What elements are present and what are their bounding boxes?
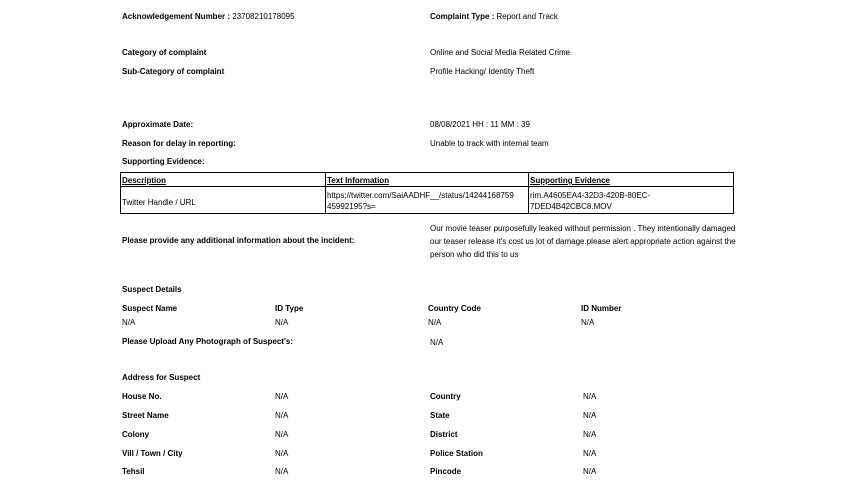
address-label-house-no: House No. [122, 392, 162, 401]
suspect-photo-label: Please Upload Any Photograph of Suspect's: [122, 337, 293, 346]
id-number-value: N/A [581, 318, 595, 327]
category-value: Online and Social Media Related Crime [430, 48, 571, 57]
supporting-evidence-label: Supporting Evidence: [122, 157, 205, 166]
id-type-header: ID Type [275, 304, 304, 313]
acknowledgement-label: Acknowledgement Number : [122, 12, 231, 21]
country-code-value: N/A [428, 318, 442, 327]
address-label-pincode: Pincode [430, 467, 462, 476]
evidence-header-description: Description [122, 176, 167, 185]
country-code-header: Country Code [428, 304, 481, 313]
evidence-table-col-divider [325, 173, 326, 213]
evidence-file-line1[interactable]: rim.A4605EA4-32D3-420B-80EC- [530, 191, 651, 200]
delay-reason-value: Unable to track with internal team [430, 139, 549, 148]
address-label-city: Vill / Town / City [122, 449, 183, 458]
address-label-district: District [430, 430, 458, 439]
approx-date-value: 08/08/2021 HH : 11 MM : 39 [430, 120, 530, 129]
suspect-name-value: N/A [122, 318, 136, 327]
address-value-tehsil: N/A [275, 467, 289, 476]
address-value-pincode: N/A [583, 467, 597, 476]
address-label-country: Country [430, 392, 461, 401]
additional-info-label: Please provide any additional information about the incident: [122, 236, 355, 245]
address-value-country: N/A [583, 392, 597, 401]
evidence-text-info-line2[interactable]: 45992195?s= [327, 202, 376, 211]
evidence-file-line2[interactable]: 7DED4B42CBC8.MOV [530, 202, 612, 211]
suspect-details-title: Suspect Details [122, 285, 182, 294]
address-value-district: N/A [583, 430, 597, 439]
complaint-type-row [430, 12, 558, 22]
address-value-city: N/A [275, 449, 289, 458]
additional-info-text: Our movie teaser purposefully leaked without permission . They intentionally damaged our teaser release it's cost us lot of damage.please alert appropriate action against the person who did this to us [430, 224, 736, 259]
delay-reason-label: Reason for delay in reporting: [122, 139, 236, 148]
address-label-state: State [430, 411, 450, 420]
approx-date-label: Approximate Date: [122, 120, 194, 129]
address-label-tehsil: Tehsil [122, 467, 145, 476]
evidence-header-text-information: Text Information [327, 176, 390, 185]
id-number-header: ID Number [581, 304, 622, 313]
evidence-text-info-line1[interactable]: https://twitter.com/SaiAADHF__/status/14244168759 [327, 191, 514, 200]
complaint-type-label: Complaint Type : [430, 12, 495, 21]
acknowledgement-number: 23708210178095 [232, 12, 295, 21]
subcategory-value: Profile Hacking/ Identity Theft [430, 67, 535, 76]
evidence-description-cell: Twitter Handle / URL [122, 198, 196, 207]
evidence-table-header-divider [121, 186, 733, 187]
address-label-police-station: Police Station [430, 449, 483, 458]
complaint-type-value: Report and Track [496, 12, 558, 21]
address-value-street-name: N/A [275, 411, 289, 420]
category-label: Category of complaint [122, 48, 207, 57]
address-label-street-name: Street Name [122, 411, 169, 420]
address-label-colony: Colony [122, 430, 150, 439]
subcategory-label: Sub-Category of complaint [122, 67, 225, 76]
address-title: Address for Suspect [122, 373, 201, 382]
suspect-name-header: Suspect Name [122, 304, 178, 313]
address-value-state: N/A [583, 411, 597, 420]
id-type-value: N/A [275, 318, 289, 327]
suspect-photo-value: N/A [430, 338, 444, 347]
evidence-table [120, 172, 734, 214]
address-value-house-no: N/A [275, 392, 289, 401]
address-value-colony: N/A [275, 430, 289, 439]
acknowledgement-row [122, 12, 295, 22]
evidence-table-col-divider [528, 173, 529, 213]
address-value-police-station: N/A [583, 449, 597, 458]
evidence-header-supporting-evidence: Supporting Evidence [530, 176, 611, 185]
